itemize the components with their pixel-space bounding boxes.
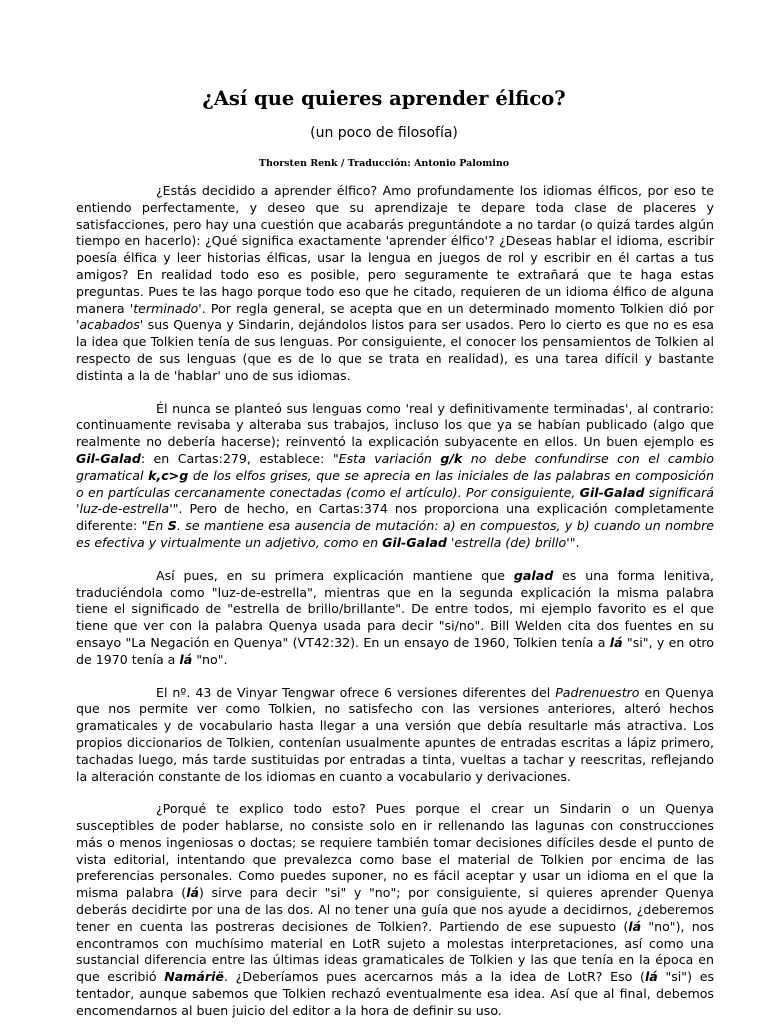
text-run: . Por regla general, se acepta que en un determinado momento Tolkien dió por (201, 300, 714, 316)
bold-italic-run: galad (513, 567, 554, 583)
bold-italic-run: lá (628, 918, 642, 934)
bold-italic-run: lá (179, 651, 193, 667)
text-run: ) sirve para decir "si" y "no"; por consiguiente, si quieres aprender Quenya deberás decidirte por una de las dos. Al no tener una guía que nos ayude a decidirnos, ¿deberemos tener en cuenta las postreras decisiones de Tolkien?. Partiendo de ese supuesto ( (76, 885, 714, 934)
bold-italic-run: lá (186, 885, 200, 901)
text-run: en Quenya que nos permite ver como Tolkien, no satisfecho con las versiones anteriores, alteró hechos gramaticales y de vocabulario hasta llegar a una versión que debía resultarle más atractiva. Los propios diccionarios de Tolkien, contenían usualmente apuntes de entradas escritas a lápiz primero, tachadas luego, más tarde sustituidas por entradas a tinta, vueltas a tachar y reescritas, reflejando la alteración constante de los idiomas en cuanto a vocabulario y derivaciones. (76, 684, 714, 784)
text-run: ¿Porqué te explico todo esto? Pues porque el crear un Sindarin o un Quenya susceptibles de poder hablarse, no consiste solo en ir rellenando las lagunas con construcciones más o menos ingeniosas o doctas; se requiere también tomar decisiones difíciles desde el punto de vista editorial, intentando que prevalezca como base el material de Tolkien por encima de las preferencias personales. Como puedes suponer, no es fácil aceptar y usar un idioma en el que la misma palabra ( (76, 801, 714, 901)
author-byline: Thorsten Renk / Traducción: Antonio Palomino (258, 158, 510, 169)
italic-run: "Esta variación (332, 450, 441, 466)
text-run: . ¿Deberíamos pues acercarnos más a la idea de LotR? Eso ( (223, 969, 645, 985)
text-run: sus Quenya y Sindarin, dejándolos listos para ser usados. Pero lo cierto es que no es esa la idea que Tolkien tenía de sus lenguas. Por consiguiente, el conocer los pensamientos de Tolkien al respecto de sus lenguas (que es de lo que se trata en realidad), es una tarea difícil y bastante distinta a la de 'hablar' uno de sus idiomas. (76, 317, 714, 383)
article-body (76, 183, 714, 1020)
text-run: Él nunca se planteó sus lenguas como 'real y definitivamente terminadas', al contrario: continuamente revisaba y alteraba sus trabajos, incluso los que ya se habían publicado (algo que realmente no debería hacerse); reinventó la explicación subyacente en ellos. Un buen ejemplo es (76, 400, 714, 450)
italic-run: . se mantiene esa ausencia de mutación: a) en compuestos, y b) cuando un nombre es efectiva y virtualmente un adjetivo, como en (76, 518, 714, 550)
bold-italic-run: S (167, 518, 177, 534)
paragraph-3 (76, 568, 714, 669)
bold-italic-run: Gil-Galad (76, 450, 141, 466)
bold-italic-run: lá (609, 634, 623, 650)
bold-italic-run: Namárië (164, 969, 224, 985)
italic-run: Padrenuestro (555, 684, 640, 700)
text-run: Así pues, en su primera explicación mantiene que (156, 567, 514, 583)
italic-run: de los elfos grises, que se aprecia en las iniciales de las palabras en composición o en partículas cercanamente conectadas (como el artículo). Por consiguiente, (76, 467, 714, 500)
italic-run: no debe confundirse con el cambio gramatical (76, 450, 714, 483)
paragraph-4 (76, 685, 714, 786)
bold-italic-run: g/k (440, 450, 463, 466)
text-run: : en Cartas:279, establece: (140, 450, 333, 466)
text-run: ¿Estás decidido a aprender élfico? Amo profundamente los idiomas élficos, por eso te entiendo perfectamente, y deseo que su aprendizaje te depare toda clase de placeres y satisfacciones, pero hay una cuestión que acabarás preguntándote a no tardar (o quizá tardes algún tiempo en hacerlo): ¿Qué significa exactamente 'aprender élfico'? ¿Deseas hablar el idioma, escribir poesía élfica y leer historias élficas, usar la lengua en juegos de rol y escribir en él cartas a tus amigos? En realidad todo eso es posible, pero seguramente te extrañará que te haga estas preguntas. Pues te las hago porque todo eso que he citado, requieren de un idioma élfico de alguna manera (76, 183, 714, 316)
bold-italic-run: lá (644, 969, 658, 985)
italic-run: 'terminado' (129, 300, 202, 316)
text-run: "no"), nos encontramos con muchísimo material en LotR sujeto a molestas interpretaciones, así como una sustancial diferencia entre las últimas ideas gramaticales de Tolkien y las que tenía en la época en que escribió (76, 918, 714, 985)
paragraph-2 (76, 401, 714, 552)
italic-run: 'estrella (de) brillo'" (446, 534, 576, 550)
text-run: El nº. 43 de Vinyar Tengwar ofrece 6 versiones diferentes del (156, 684, 556, 700)
bold-italic-run: Gil-Galad (579, 484, 645, 500)
text-run: . (575, 534, 580, 550)
text-run: "si") es tentador, aunque sabemos que Tolkien rechazó eventualmente esa idea. Así que al final, debemos encomendarnos al buen juicio del editor a la hora de definir su uso. (76, 969, 715, 1018)
italic-run: significará 'luz-de-estrella'" (76, 484, 714, 517)
document-title: ¿Así que quieres aprender élfico? (202, 87, 566, 110)
bold-italic-run: Gil-Galad (382, 534, 447, 550)
text-run: . Pero de hecho, en Cartas:374 nos proporciona una explicación completamente diferente: (76, 501, 714, 534)
italic-run: "En (141, 518, 168, 534)
paragraph-5 (76, 801, 714, 1019)
paragraph-1 (76, 183, 714, 385)
text-run: es una forma lenitiva, traduciéndola como "luz-de-estrella", mientras que en la segunda explicación la misma palabra tiene el significado de "estrella de brillo/brillante". De entre todos, mi ejemplo favorito es el que tiene que ver con la palabra Quenya usada para decir "si/no". Bill Welden cita dos fuentes en su ensayo "La Negación en Quenya" (VT42:32). En un ensayo de 1960, Tolkien tenía a (76, 567, 714, 650)
document-subtitle: (un poco de filosofía) (310, 125, 458, 141)
text-run: "si", y en otro de 1970 tenía a (76, 634, 714, 667)
text-run: "no". (192, 651, 228, 667)
bold-italic-run: k,c>g (148, 467, 189, 483)
italic-run: 'acabados' (76, 317, 144, 333)
